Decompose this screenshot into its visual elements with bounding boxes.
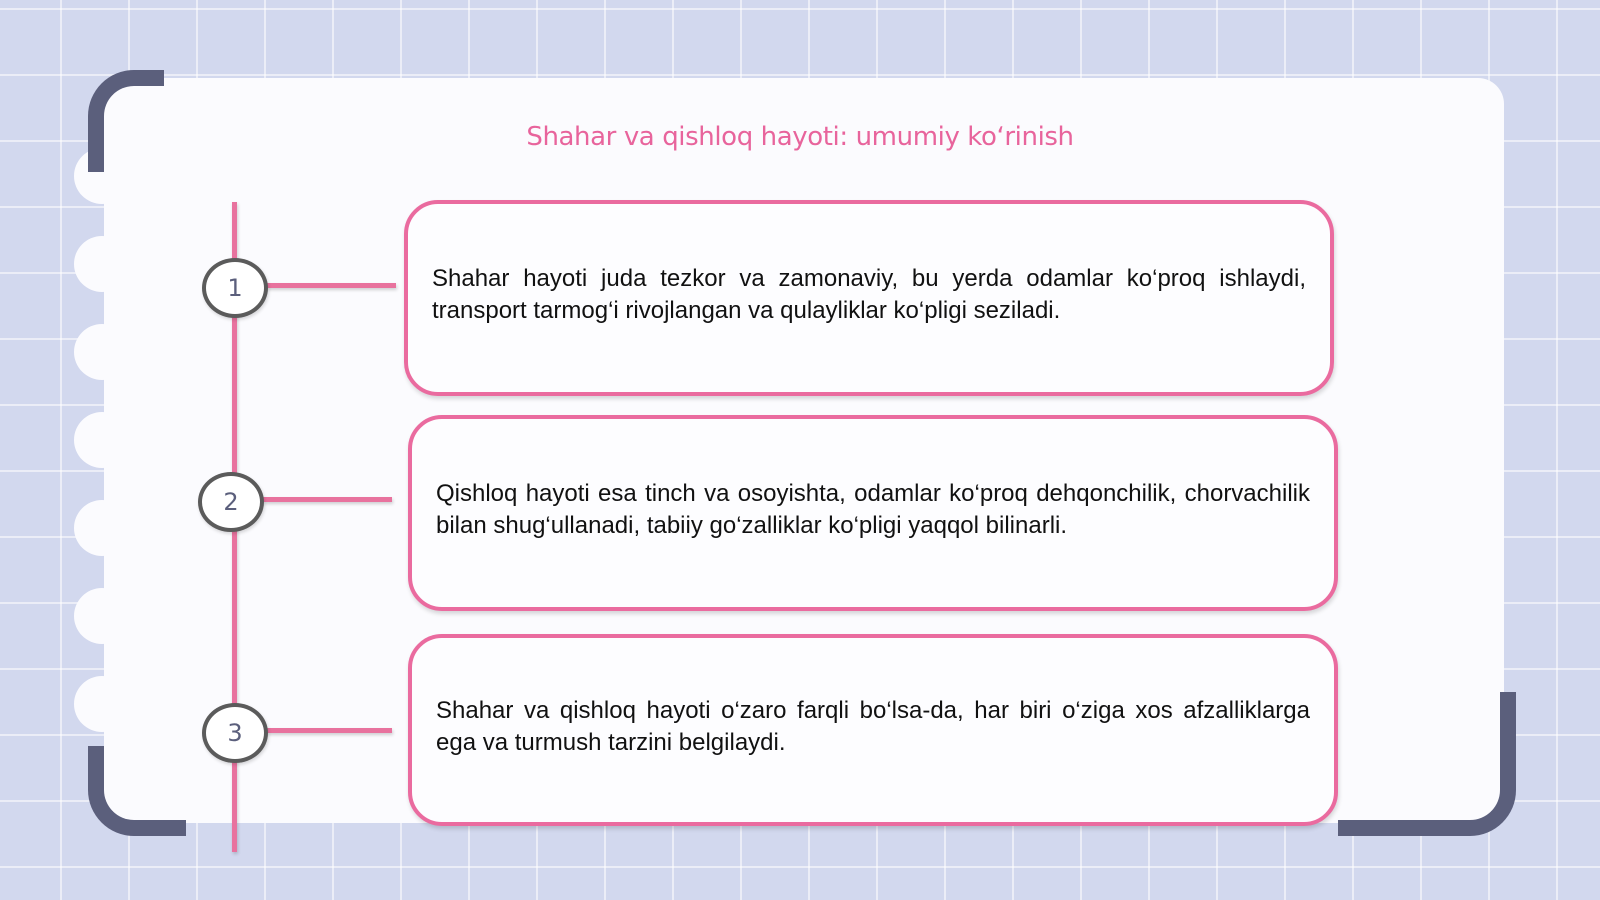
card-edge-bump [74,588,130,644]
timeline-connector [262,497,392,502]
step-number-badge: 2 [198,472,264,532]
step-text-box [404,200,1334,396]
timeline-connector [266,728,392,733]
card-edge-bump [74,500,130,556]
step-text-box [408,415,1338,611]
card-edge-bump [74,412,130,468]
corner-bracket-top-left [88,70,164,172]
corner-bracket-bottom-left [88,746,186,836]
step-text-box [408,634,1338,826]
timeline-connector [266,283,396,288]
card-edge-bump [74,676,130,732]
step-number-badge: 3 [202,703,268,763]
corner-bracket-bottom-right [1338,692,1516,836]
card-edge-bump [74,236,130,292]
step-text: Shahar va qishloq hayoti o‘zaro farqli bo‘lsa-da, har biri o‘ziga xos afzalliklarga ega va turmush tarzini belgilaydi. [436,697,1310,756]
card-edge-bump [74,324,130,380]
step-text: Qishloq hayoti esa tinch va osoyishta, odamlar ko‘proq dehqonchilik, chorvachilik bilan shug‘ullanadi, tabiiy go‘zalliklar ko‘pligi yaqqol bilinarli. [436,480,1310,539]
step-number-badge: 1 [202,258,268,318]
step-text: Shahar hayoti juda tezkor va zamonaviy, bu yerda odamlar ko‘proq ishlaydi, transport tarmog‘i rivojlangan va qulayliklar ko‘pligi seziladi. [432,265,1306,324]
slide-title: Shahar va qishloq hayoti: umumiy koʻrinish [526,122,1074,152]
